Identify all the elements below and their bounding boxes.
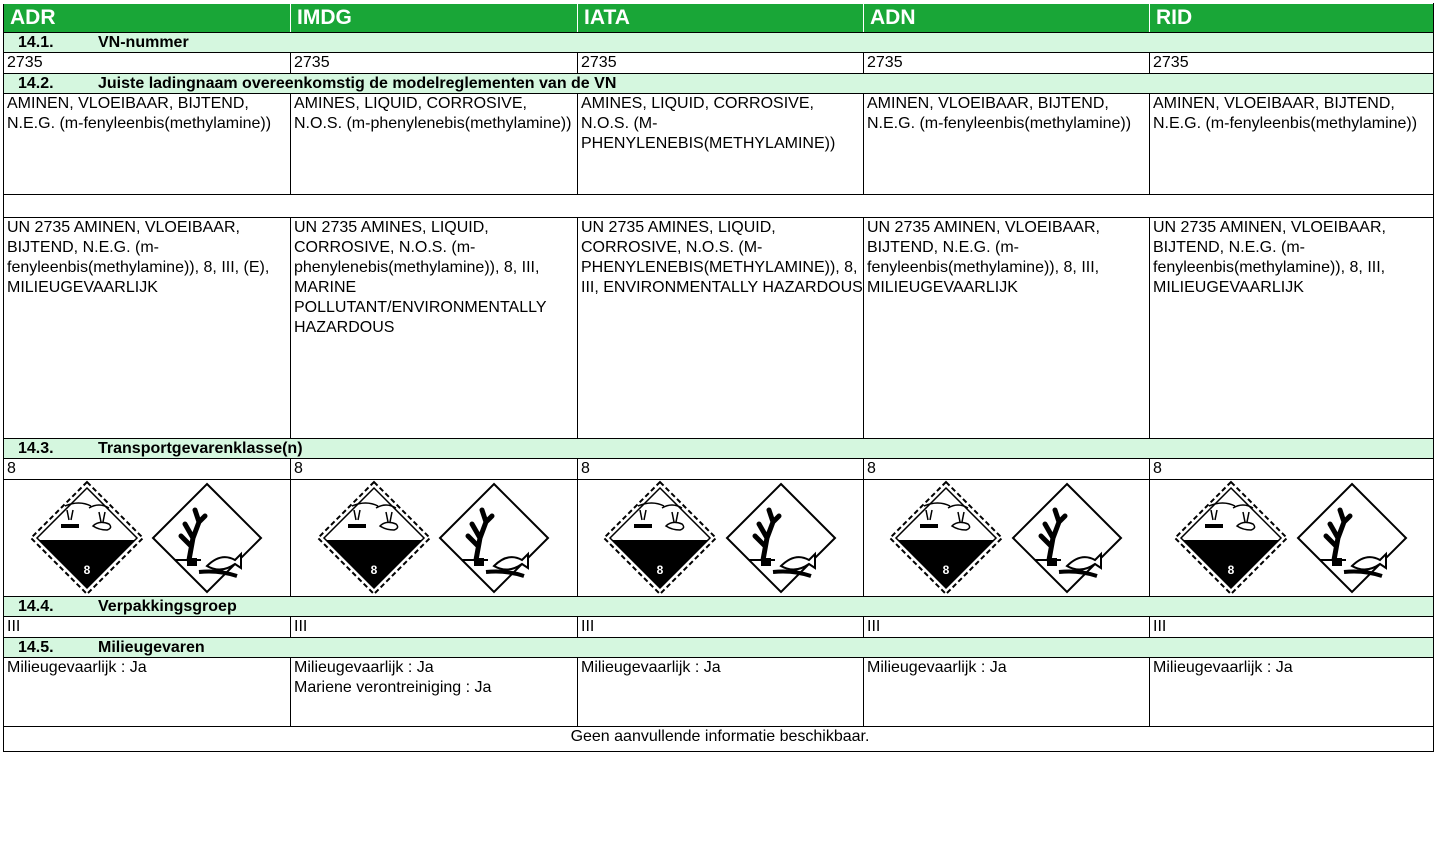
mode-header-row	[4, 4, 1434, 33]
transport-document-cell: UN 2735 AMINEN, VLOEIBAAR, BIJTEND, N.E.G. (m-fenyleenbis(methylamine)), 8, III, MILIEUGEVAARLIJK	[1150, 218, 1434, 439]
env-hazard-line: Milieugevaarlijk : Ja	[294, 659, 434, 676]
packing-group-cell: III	[291, 617, 578, 638]
hazard-class-cell: 8	[291, 459, 578, 480]
section-title: Verpakkingsgroep	[98, 598, 237, 615]
transport-document-cell: UN 2735 AMINES, LIQUID, CORROSIVE, N.O.S. (M-PHENYLENEBIS(METHYLAMINE)), 8, III, ENVIRONMENTALLY HAZARDOUS	[578, 218, 864, 439]
packing-group-row	[4, 617, 1434, 638]
env-hazard-line: Milieugevaarlijk : Ja	[1153, 659, 1293, 676]
corrosive-label-icon	[1173, 480, 1289, 596]
transport-info-table	[3, 3, 1434, 752]
section-title: Juiste ladingnaam overeenkomstig de modelreglementen van de VN	[98, 75, 617, 92]
section-un-number	[4, 33, 1434, 53]
section-title: Transportgevarenklasse(n)	[98, 440, 303, 457]
footer-row	[4, 727, 1434, 752]
section-number: 14.5.	[18, 639, 54, 656]
env-hazard-line: Milieugevaarlijk : Ja	[581, 659, 721, 676]
shipping-name-cell: AMINEN, VLOEIBAAR, BIJTEND, N.E.G. (m-fenyleenbis(methylamine))	[1150, 94, 1434, 195]
hazard-class-cell: 8	[864, 459, 1150, 480]
class-number-label: 8	[656, 563, 664, 577]
transport-document-cell: UN 2735 AMINEN, VLOEIBAAR, BIJTEND, N.E.G. (m-fenyleenbis(methylamine)), 8, III, (E), MILIEUGEVAARLIJK	[4, 218, 291, 439]
section-packing-group	[4, 597, 1434, 617]
env-hazards-row	[4, 658, 1434, 727]
section-title: VN-nummer	[98, 34, 189, 51]
section-shipping-name	[4, 74, 1434, 94]
transport-document-row	[4, 218, 1434, 439]
pictogram-row	[4, 480, 1434, 597]
environment-hazard-icon	[1009, 480, 1125, 596]
env-hazard-cell	[578, 658, 864, 727]
packing-group-cell: III	[4, 617, 291, 638]
corrosive-label-icon	[316, 480, 432, 596]
un-number-cell: 2735	[578, 53, 864, 74]
env-hazard-line: Milieugevaarlijk : Ja	[867, 659, 1007, 676]
packing-group-cell: III	[864, 617, 1150, 638]
pictogram-cell	[1150, 480, 1434, 597]
transport-document-cell: UN 2735 AMINEN, VLOEIBAAR, BIJTEND, N.E.G. (m-fenyleenbis(methylamine)), 8, III, MILIEUGEVAARLIJK	[864, 218, 1150, 439]
shipping-name-cell: AMINEN, VLOEIBAAR, BIJTEND, N.E.G. (m-fenyleenbis(methylamine))	[4, 94, 291, 195]
class-number-label: 8	[83, 563, 91, 577]
pictogram-cell	[4, 480, 291, 597]
shipping-name-cell: AMINES, LIQUID, CORROSIVE, N.O.S. (M-PHENYLENEBIS(METHYLAMINE))	[578, 94, 864, 195]
un-number-cell: 2735	[1150, 53, 1434, 74]
pictogram-cell	[291, 480, 578, 597]
un-number-row	[4, 53, 1434, 74]
header-adr: ADR	[4, 4, 291, 33]
header-adn: ADN	[864, 4, 1150, 33]
env-hazard-cell	[291, 658, 578, 727]
env-hazard-line: Milieugevaarlijk : Ja	[7, 659, 147, 676]
un-number-cell: 2735	[4, 53, 291, 74]
section-hazard-class	[4, 439, 1434, 459]
corrosive-label-icon	[602, 480, 718, 596]
packing-group-cell: III	[578, 617, 864, 638]
hazard-class-cell: 8	[1150, 459, 1434, 480]
section-title: Milieugevaren	[98, 639, 205, 656]
environment-hazard-icon	[723, 480, 839, 596]
section-number: 14.2.	[18, 75, 54, 92]
class-number-label: 8	[942, 563, 950, 577]
hazard-class-cell: 8	[4, 459, 291, 480]
environment-hazard-icon	[1294, 480, 1410, 596]
packing-group-cell: III	[1150, 617, 1434, 638]
shipping-name-row	[4, 94, 1434, 195]
hazard-class-row	[4, 459, 1434, 480]
class-number-label: 8	[1227, 563, 1235, 577]
environment-hazard-icon	[436, 480, 552, 596]
section-number: 14.4.	[18, 598, 54, 615]
header-iata: IATA	[578, 4, 864, 33]
shipping-name-cell: AMINES, LIQUID, CORROSIVE, N.O.S. (m-phenylenebis(methylamine))	[291, 94, 578, 195]
environment-hazard-icon	[149, 480, 265, 596]
pictogram-cell	[864, 480, 1150, 597]
section-number: 14.1.	[18, 34, 54, 51]
header-rid: RID	[1150, 4, 1434, 33]
corrosive-label-icon	[29, 480, 145, 596]
pictogram-cell	[578, 480, 864, 597]
header-imdg: IMDG	[291, 4, 578, 33]
footer-note: Geen aanvullende informatie beschikbaar.	[4, 727, 1434, 752]
un-number-cell: 2735	[291, 53, 578, 74]
section-env-hazards	[4, 638, 1434, 658]
transport-document-cell: UN 2735 AMINES, LIQUID, CORROSIVE, N.O.S. (m-phenylenebis(methylamine)), 8, III, MARINE POLLUTANT/ENVIRONMENTALLY HAZARDOUS	[291, 218, 578, 439]
blank-row	[4, 195, 1434, 218]
class-number-label: 8	[370, 563, 378, 577]
env-hazard-cell	[864, 658, 1150, 727]
shipping-name-cell: AMINEN, VLOEIBAAR, BIJTEND, N.E.G. (m-fenyleenbis(methylamine))	[864, 94, 1150, 195]
env-hazard-line: Mariene verontreiniging : Ja	[294, 679, 492, 696]
hazard-class-cell: 8	[578, 459, 864, 480]
env-hazard-cell	[4, 658, 291, 727]
section-number: 14.3.	[18, 440, 54, 457]
corrosive-label-icon	[888, 480, 1004, 596]
env-hazard-cell	[1150, 658, 1434, 727]
un-number-cell: 2735	[864, 53, 1150, 74]
